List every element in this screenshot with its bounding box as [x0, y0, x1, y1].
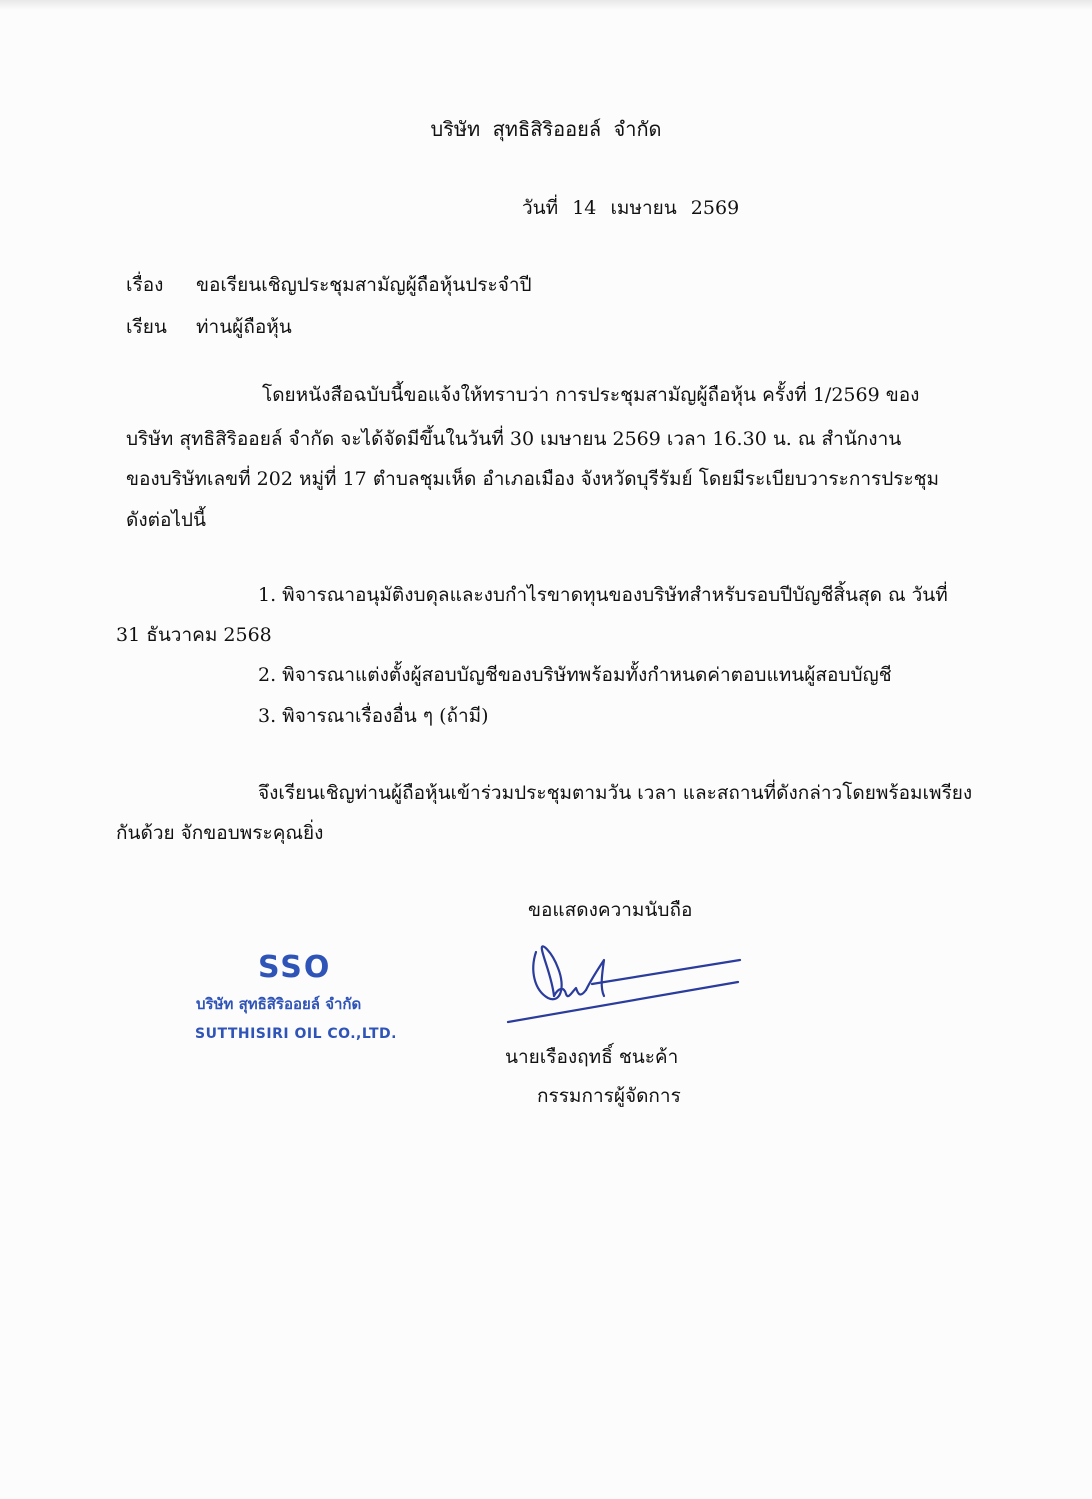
letter-date: วันที่ 14 เมษายน 2569	[522, 197, 740, 219]
agenda-item-3: 3. พิจารณาเรื่องอื่น ๆ (ถ้ามี)	[258, 705, 489, 727]
company-stamp-english-name: SUTTHISIRI OIL CO.,LTD.	[195, 1026, 397, 1042]
signature-image	[500, 930, 750, 1030]
body-paragraph-line: โดยหนังสือฉบับนี้ขอแจ้งให้ทราบว่า การประชุมสามัญผู้ถือหุ้น ครั้งที่ 1/2569 ของ	[262, 384, 920, 406]
signer-name: นายเรืองฤทธิ์ ชนะค้า	[505, 1046, 679, 1068]
regards-text: ขอแสดงความนับถือ	[528, 899, 693, 921]
body-paragraph-line: บริษัท สุทธิสิริออยล์ จำกัด จะได้จัดมีขึ้นในวันที่ 30 เมษายน 2569 เวลา 16.30 น. ณ สำนักงาน	[126, 428, 902, 450]
closing-line: กันด้วย จักขอบพระคุณยิ่ง	[116, 822, 324, 844]
company-header: บริษัท สุทธิสิริออยล์ จำกัด	[430, 117, 662, 141]
subject-text: ขอเรียนเชิญประชุมสามัญผู้ถือหุ้นประจำปี	[196, 274, 532, 296]
company-stamp-logo: SSO	[258, 950, 332, 985]
subject-label: เรื่อง	[126, 274, 164, 296]
agenda-item-1-continued: 31 ธันวาคม 2568	[116, 624, 272, 646]
recipient-label: เรียน	[126, 316, 167, 338]
scan-edge	[0, 0, 1092, 10]
company-stamp-thai-name: บริษัท สุทธิสิริออยล์ จำกัด	[196, 995, 362, 1013]
closing-line: จึงเรียนเชิญท่านผู้ถือหุ้นเข้าร่วมประชุมตามวัน เวลา และสถานที่ดังกล่าวโดยพร้อมเพรียง	[258, 782, 973, 804]
body-paragraph-line: ดังต่อไปนี้	[126, 509, 206, 531]
recipient-text: ท่านผู้ถือหุ้น	[196, 316, 292, 338]
body-paragraph-line: ของบริษัทเลขที่ 202 หมู่ที่ 17 ตำบลชุมเห็ด อำเภอเมือง จังหวัดบุรีรัมย์ โดยมีระเบียบวาระการประชุม	[126, 468, 940, 490]
agenda-item-2: 2. พิจารณาแต่งตั้งผู้สอบบัญชีของบริษัทพร้อมทั้งกำหนดค่าตอบแทนผู้สอบบัญชี	[258, 664, 892, 686]
agenda-item-1: 1. พิจารณาอนุมัติงบดุลและงบกำไรขาดทุนของบริษัทสำหรับรอบปีบัญชีสิ้นสุด ณ วันที่	[258, 584, 948, 606]
signer-title: กรรมการผู้จัดการ	[537, 1085, 681, 1107]
